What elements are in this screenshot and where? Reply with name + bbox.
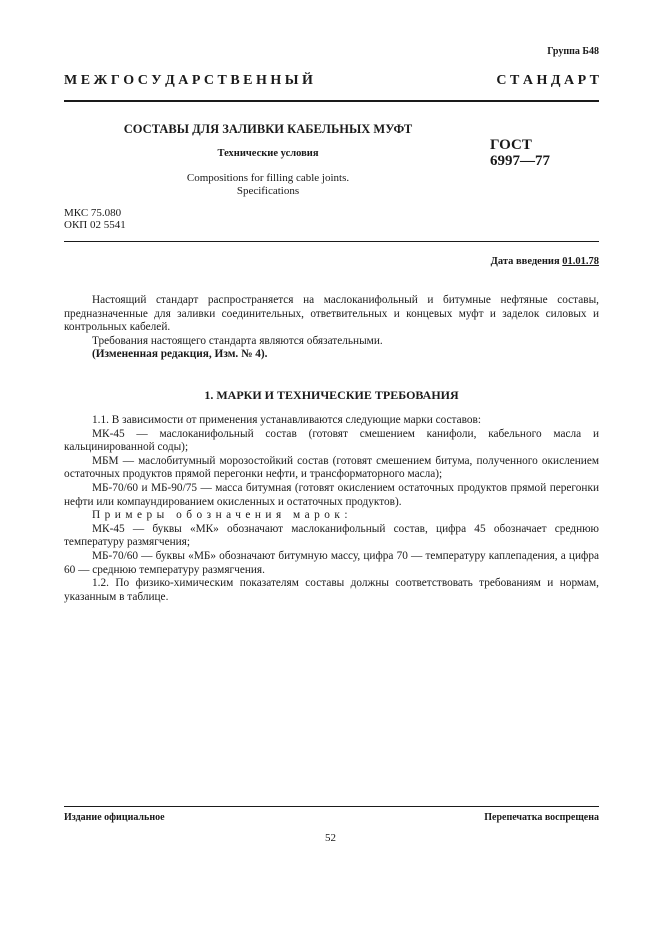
gost-designation (490, 137, 550, 169)
document-subtitle: Технические условия (217, 148, 319, 159)
banner-word-interstate: М Е Ж Г О С У Д А Р С Т В Е Н Н Ы Й (64, 73, 313, 88)
example-mk45: МК-45 — буквы «МК» обозначают маслоканифольный состав, цифра 45 обозначает среднюю температуру размягчения; (64, 522, 599, 549)
document-title: СОСТАВЫ ДЛЯ ЗАЛИВКИ КАБЕЛЬНЫХ МУФТ (123, 122, 413, 136)
gost-number: 6997—77 (490, 153, 550, 169)
paragraph-mb: МБ-70/60 и МБ-90/75 — масса битумная (готовят окислением остаточных продуктов прямой перегонки нефти или компаундированием окисленных и остаточных продуктов). (64, 481, 599, 508)
section-1-text (64, 414, 599, 604)
english-title-line1: Compositions for filling cable joints. (186, 172, 350, 184)
footer-rule (64, 806, 599, 807)
example-mb: МБ-70/60 — буквы «МБ» обозначают битумную массу, цифра 70 — температуру каплепадения, а цифра 60 — среднюю температуру размягчения. (64, 549, 599, 576)
codes-rule (64, 241, 599, 242)
official-edition-note: Издание официальное (64, 812, 165, 823)
paragraph-1-1: 1.1. В зависимости от применения устанавливаются следующие марки составов: (92, 414, 482, 426)
intro-date-value: 01.01.78 (562, 256, 599, 267)
intro-text (64, 294, 599, 362)
english-title (64, 172, 472, 198)
header-rule (64, 100, 599, 102)
page-number: 52 (325, 832, 336, 844)
okp-code: ОКП 02 5541 (64, 219, 126, 231)
examples-heading: Примеры обозначения марок: (92, 509, 353, 522)
mks-code: МКС 75.080 (64, 207, 122, 219)
intro-date-label: Дата введения (490, 256, 560, 267)
paragraph-mbm: МБМ — маслобитумный морозостойкий состав (готовят смешением битума, полученного окислением остаточных продуктов прямой перегонки нефти, и трансформаторного масла); (64, 454, 599, 481)
banner-word-standard: С Т А Н Д А Р Т (496, 73, 599, 88)
group-code: Группа Б48 (547, 46, 599, 57)
standard-banner (64, 73, 599, 89)
section-heading: 1. МАРКИ И ТЕХНИЧЕСКИЕ ТРЕБОВАНИЯ (204, 388, 459, 402)
introduction-date (491, 256, 599, 267)
classification-codes (64, 207, 126, 231)
intro-paragraph-scope: Настоящий стандарт распространяется на маслоканифольный и битумные нефтяные составы, предназначенные для заливки соединительных, ответвительных и концевых муфт и заделок силовых и контрольных кабелей. (64, 294, 599, 334)
intro-paragraph-mandatory: Требования настоящего стандарта являются обязательными. (92, 334, 383, 347)
paragraph-1-2: 1.2. По физико-химическим показателям составы должны соответствовать требованиям и нормам, указанным в таблице. (64, 577, 599, 603)
paragraph-mk45: МК-45 — маслоканифольный состав (готовят смешением канифоли, кабельного масла и кальцинированной соды); (64, 427, 599, 454)
intro-amendment-note: (Измененная редакция, Изм. № 4). (92, 348, 268, 361)
english-title-line2: Specifications (236, 185, 300, 197)
reprint-prohibited-note: Перепечатка воспрещена (484, 812, 599, 823)
gost-label: ГОСТ (490, 137, 532, 153)
